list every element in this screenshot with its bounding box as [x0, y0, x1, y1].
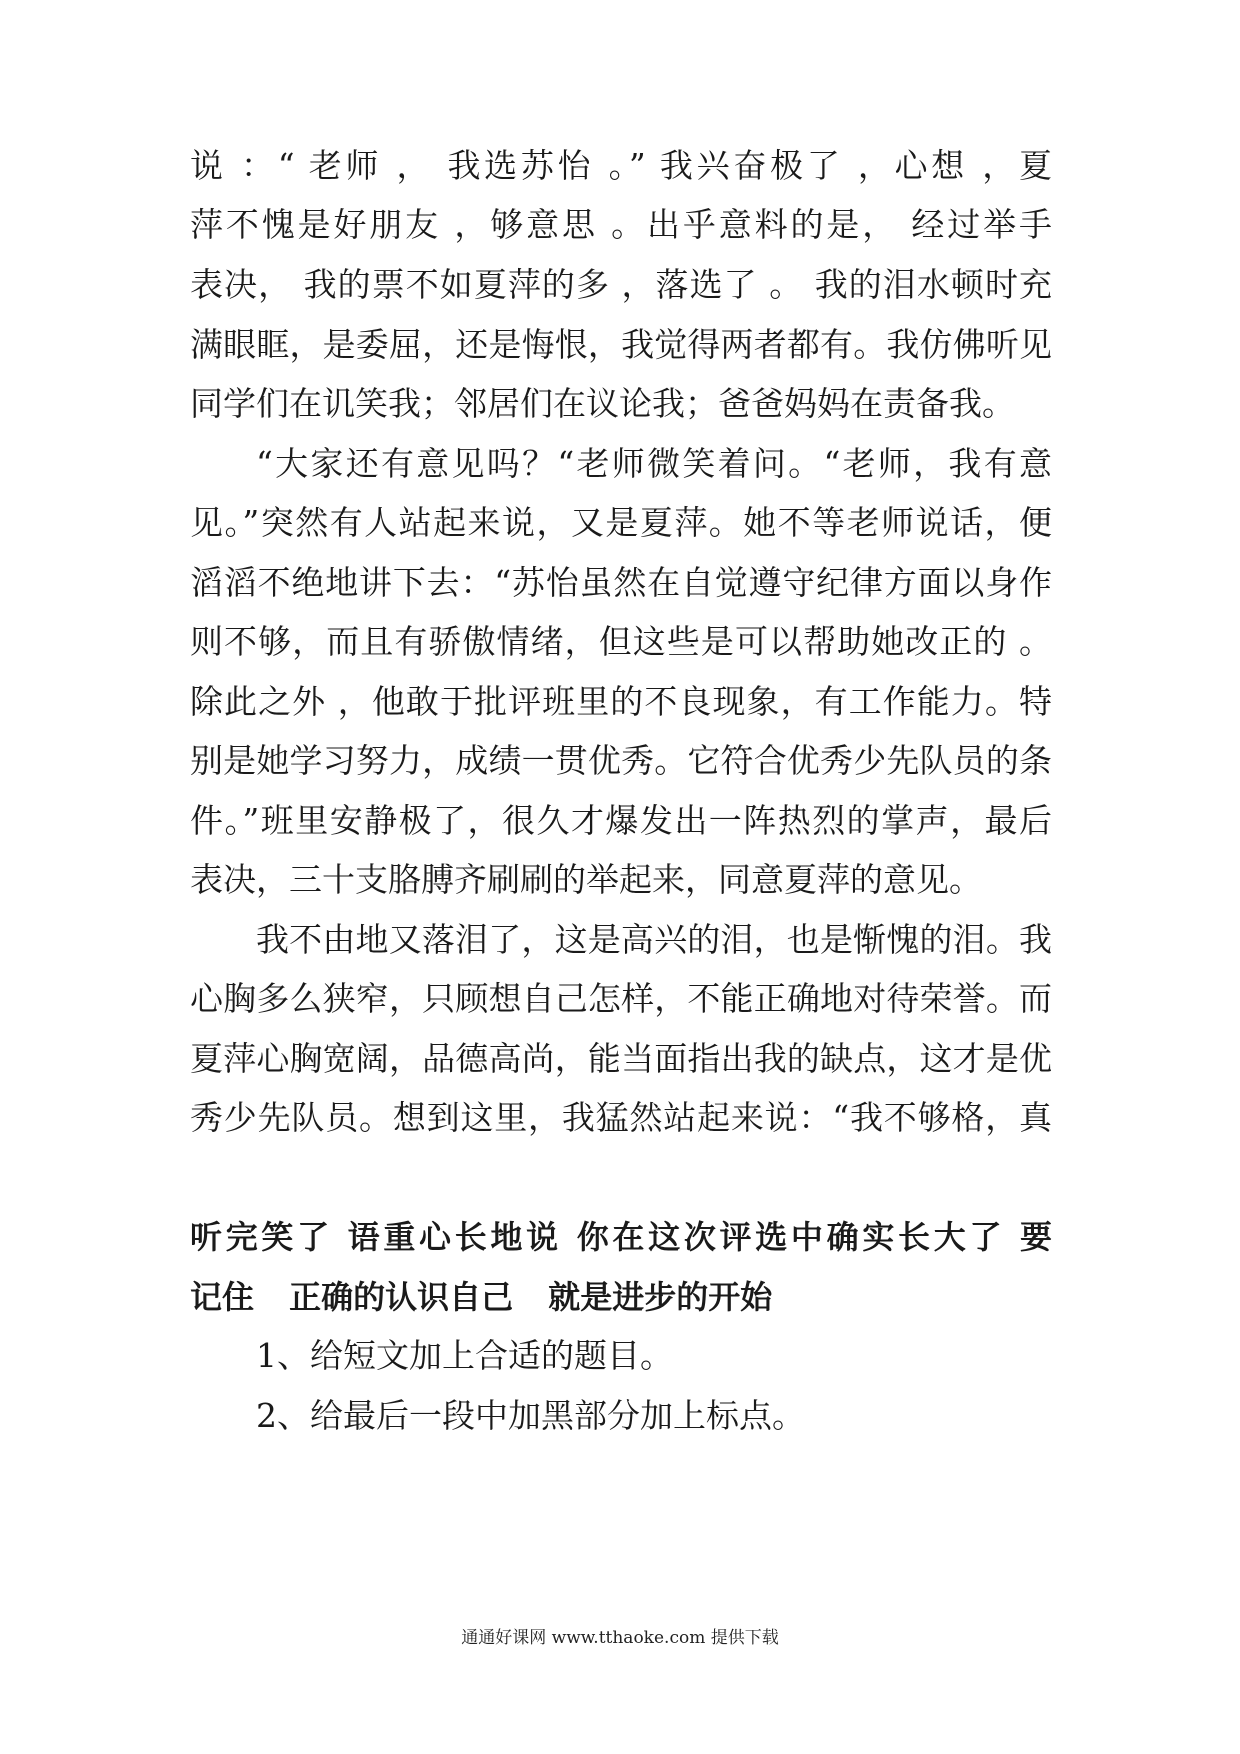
mixed-line [190, 1158, 1052, 1198]
text-line: 夏萍心胸宽阔，品德高尚，能当面指出我的缺点，这才是优 [190, 1039, 1052, 1078]
paragraph-start-line: “大家还有意见吗？“老师微笑着问。“老师，我有意 [256, 444, 1052, 483]
text-line: 件。”班里安静极了，很久才爆发出一阵热烈的掌声，最后 [190, 801, 1052, 840]
text-line: 满眼眶，是委屈，还是悔恨，我觉得两者都有。我仿佛听见 [190, 325, 1052, 364]
text-line: 秀少先队员。想到这里，我猛然站起来说：“我不够格，真 [190, 1098, 1052, 1137]
text-line: 表决，三十支胳膊齐刷刷的举起来，同意夏萍的意见。 [190, 860, 982, 899]
text-line: 说 ：“ 老师 ， 我选苏怡 。” 我兴奋极了 ，心想 ，夏 [190, 146, 1052, 185]
question-item: 2、给最后一段中加黑部分加上标点。 [256, 1396, 805, 1435]
question-item: 1、给短文加上合适的题目。 [256, 1336, 673, 1375]
text-line: 心胸多么狭窄，只顾想自己怎样，不能正确地对待荣誉。而 [190, 979, 1052, 1018]
footer-note: 通通好课网 www.tthaoke.com 提供下载 [461, 1628, 779, 1648]
text-line: 表决， 我的票不如夏萍的多 ，落选了 。 我的泪水顿时充 [190, 265, 1052, 304]
text-line: 别是她学习努力，成绩一贯优秀。它符合优秀少先队员的条 [190, 741, 1052, 780]
text-line: 滔滔不绝地讲下去：“苏怡虽然在自觉遵守纪律方面以身作 [190, 563, 1052, 602]
text-line: 同学们在讥笑我；邻居们在议论我；爸爸妈妈在责备我。 [190, 384, 1015, 423]
bold-text-line: 听完笑了 语重心长地说 你在这次评选中确实长大了 要 [190, 1218, 1052, 1256]
paragraph-start-line: 我不由地又落泪了，这是高兴的泪，也是惭愧的泪。我 [256, 920, 1052, 959]
text-line: 见。”突然有人站起来说，又是夏萍。她不等老师说话，便 [190, 503, 1052, 542]
text-line: 则不够，而且有骄傲情绪，但这些是可以帮助她改正的 。 [190, 622, 1052, 661]
text-line: 除此之外 ，他敢于批评班里的不良现象，有工作能力。特 [190, 682, 1052, 721]
bold-text-line: 记住 正确的认识自己 就是进步的开始 [190, 1278, 773, 1316]
text-line: 萍不愧是好朋友 ，够意思 。出乎意料的是， 经过举手 [190, 205, 1052, 244]
